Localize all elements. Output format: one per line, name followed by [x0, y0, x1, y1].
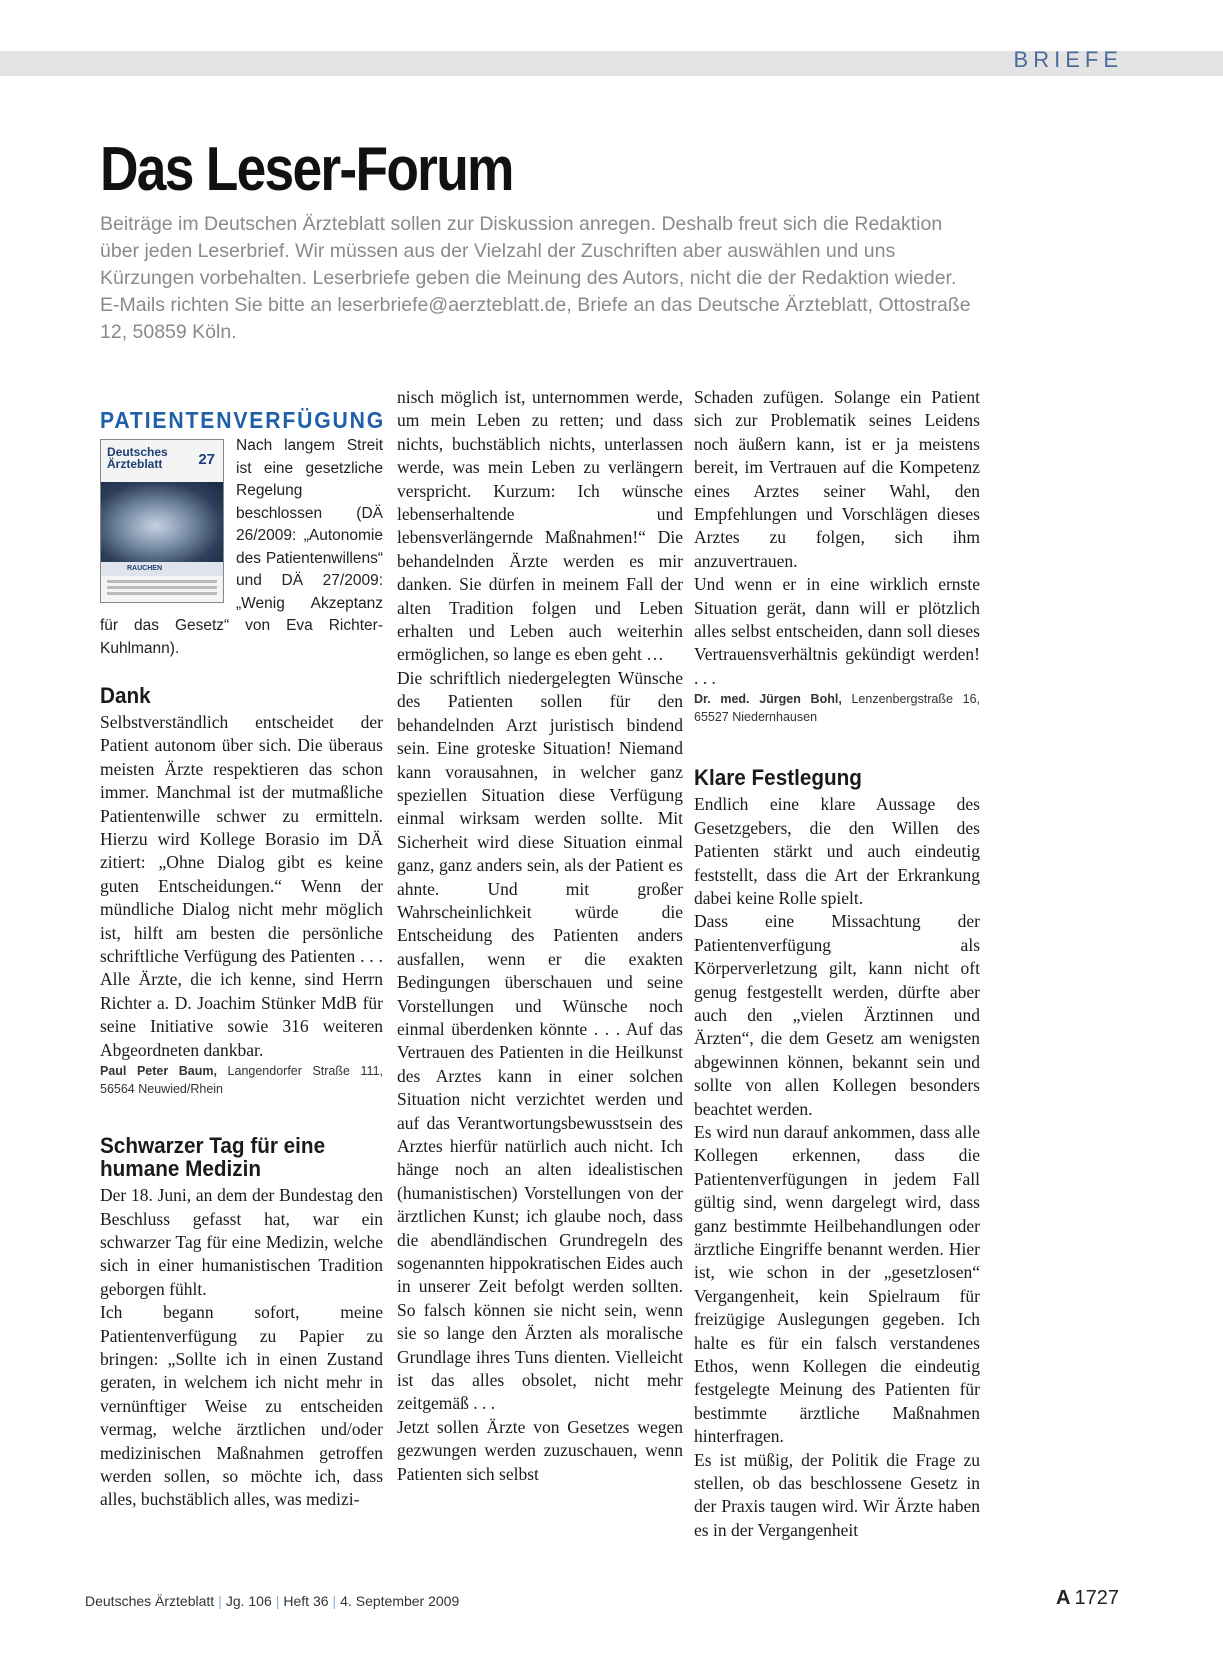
letter-body-paragraph: Jetzt sollen Ärzte von Gesetzes wegen gezwungen werden zuzuschauen, wenn Patienten sich selbst: [397, 1416, 683, 1484]
letter-body-paragraph: Es ist müßig, der Politik die Frage zu stellen, ob das beschlossene Gesetz in der Praxis taugen wird. Wir Ärzte haben es in der Vergangenheit: [694, 1449, 980, 1540]
author-name: Dr. med. Jürgen Bohl,: [694, 692, 842, 707]
section-label: BRIEFE: [1013, 47, 1123, 72]
page-number-value: 1727: [1074, 1587, 1119, 1609]
letter-body-paragraph: nisch möglich ist, unternommen werde, um mein Leben zu retten; und dass nichts, buchstäblich nichts, unterlassen werde, was mein Leben zu verlängern verspricht. Kurzum: Ich wünsche lebenserhaltende und lebensverlängernde Maßnahmen!“ Die behandelnden Ärzte werden es mir danken. Sie dürfen in meinem Fall der alten Tradition folgen und Leben erhalten und Leben auch weiterhin ermöglichen, so lange es eben geht …: [397, 387, 683, 665]
cover-title: Deutsches Ärzteblatt: [107, 445, 168, 471]
letter-body-paragraph: Es wird nun darauf ankommen, dass alle Kollegen erkennen, dass die Patientenverfügungen in jedem Fall gültig sind, wenn dargelegt wird, dass ganz bestimmte Heilbehandlungen oder ärztliche Eingriffe benannt werden. Hier ist, wie schon in der „gesetzlosen“ Vergangenheit, kein Spielraum für freizügige Auslegungen gegeben. Ich halte es für ein falsch verstandenes Ethos, wenn Kollegen die eindeutig festgelegte Meinung des Patienten für bestimmte ärztliche Maßnahmen hinterfragen.: [694, 1121, 980, 1447]
footer-separator: |: [218, 1593, 222, 1609]
page-number: [1056, 1587, 1119, 1610]
letter-body-paragraph: Endlich eine klare Aussage des Gesetzgebers, die den Willen des Patienten stärkt und auch eindeutig feststellt, dass die Art der Erkrankung dabei keine Rolle spielt.: [694, 794, 980, 908]
letter-body-paragraph: Dass eine Missachtung der Patientenverfügung als Körperverletzung gilt, kann nicht oft genug festgestellt werden, dürfte aber auch den „vielen Ärztinnen und Ärzten“, die dem Gesetz am wenigsten abgewinnen können, bekannt sein und sollte von allen Kollegen besonders beachtet werden.: [694, 911, 980, 1119]
page-title: Das Leser-Forum: [100, 135, 513, 204]
author-name: Paul Peter Baum,: [100, 1064, 217, 1079]
footer-volume: Jg. 106: [225, 1593, 272, 1609]
column-2: [397, 386, 683, 1486]
letter-title-schwarzer-tag: Schwarzer Tag für eine humane Medizin: [100, 1133, 326, 1182]
footer-journal: Deutsches Ärzteblatt: [85, 1593, 215, 1609]
footer-separator: |: [275, 1593, 280, 1609]
cover-photo: [101, 482, 223, 562]
topic-heading: PATIENTENVERFÜGUNG: [100, 407, 386, 433]
footer-issue: Heft 36: [283, 1593, 329, 1609]
column-1: [100, 405, 386, 1512]
author-address: Langendorfer Straße 111, 56564 Neuwied/Rhein: [100, 1064, 383, 1097]
column-3: [694, 386, 980, 1542]
letter-title-dank: Dank: [100, 683, 151, 708]
intro-text: Beiträge im Deutschen Ärzteblatt sollen zur Diskussion anregen. Deshalb freut sich die Redaktion über jeden Leserbrief. Wir müssen aus der Vielzahl der Zuschriften aber auswählen und uns Kürzungen vorbehalten. Leserbriefe geben die Meinung des Autors, nicht die der Redaktion wieder. E-Mails richten Sie bitte an leserbriefe@aerzteblatt.de, Briefe an das Deutsche Ärzteblatt, Ottostraße 12, 50859 Köln.: [100, 213, 971, 343]
letter-title-klare-festlegung: Klare Festlegung: [694, 765, 862, 791]
footer-separator: |: [332, 1593, 337, 1609]
cover-band: RAUCHEN: [101, 562, 223, 576]
topic-lead: Nach langem Streit ist eine gesetzliche Regelung beschlossen (DÄ 26/2009: „Autonomie des Patientenwillens“ und DÄ 27/2009: „Wenig Akzeptanz für das Gesetz“ von Eva Richter-Kuhlmann).: [100, 437, 383, 657]
letter-body-paragraph: Die schriftlich niedergelegten Wünsche des Patienten sollen für den behandelnden Arzt juristisch bindend sein. Eine groteske Situation! Niemand kann vorausahnen, in welcher ganz speziellen Situation diese Verfügung einmal wirksam werden sollte. Mit Sicherheit wird diese Situation einmal ganz, ganz anders sein, als der Patient es ahnte. Und mit großer Wahrscheinlichkeit würde die Entscheidung des Patienten anders ausfallen, wenn er die exakten Bedingungen überschauen und seine Vorstellungen und Wünsche noch einmal überdenken könnte . . . Auf das Vertrauen des Patienten in die Heilkunst des Arztes kann in einer solchen Situation nicht verzichtet werden und auf das Verantwortungsbewusstsein des Arztes hierfür natürlich auch nicht. Ich hänge noch an alten idealistischen (humanistischen) Vorstellungen von der ärztlichen Kunst; ich glaube noch, dass die abendländischen Grundregeln des sogenannten hippokratischen Eides auch in unserer Zeit befolgt werden sollten. So falsch können sie nicht sein, wenn sie so lange den Ärzten als moralische Grundlage ihres Tuns dienten. Vielleicht ist das alles obsolet, nicht mehr zeitgemäß . . .: [397, 667, 683, 1414]
footer-date: 4. September 2009: [340, 1593, 460, 1609]
letter-body-paragraph: Ich begann sofort, meine Patientenverfügung zu Papier zu bringen: „Sollte ich in einen Zustand geraten, in welchem ich nicht mehr in vernünftiger Weise zu entscheiden vermag, welche ärztlichen und/oder medizinischen Maßnahmen getroffen werden sollen, so möchte ich, dass alles, buchstäblich alles, was medizi-: [100, 1302, 383, 1510]
letter-body-paragraph: Der 18. Juni, an dem der Bundestag den Beschluss gefasst hat, war ein schwarzer Tag für eine Medizin, welche sich in einer humanistischen Tradition geborgen fühlt.: [100, 1185, 383, 1299]
page-footer: [85, 1593, 459, 1609]
cover-issue-number: 27: [198, 451, 215, 468]
letter-signature-dank: [100, 1062, 383, 1098]
letter-body-paragraph: Und wenn er in eine wirklich ernste Situation gerät, dann will er plötzlich alles selbst entscheiden, dann soll dieses Vertrauensverhältnis gekündigt werden! . . .: [694, 574, 980, 688]
page-prefix: A: [1056, 1587, 1071, 1609]
magazine-cover-image: [100, 439, 224, 603]
letter-body-paragraph: Schaden zufügen. Solange ein Patient sich zur Problematik seines Leidens noch äußern kann, ist er ja meistens bereit, im Vertrauen auf die Kompetenz eines Arztes seiner Wahl, den Empfehlungen und Vorschlägen dieses Arztes zu folgen, sich ihm anzuvertrauen.: [694, 387, 980, 571]
letter-body-dank: Selbstverständlich entscheidet der Patient autonom über sich. Die überaus meisten Ärzte respektieren das schon immer. Manchmal ist der mutmaßliche Patientenwille schwer zu ermitteln. Hierzu wird Kollege Borasio im DÄ zitiert: „Ohne Dialog gibt es keine guten Entscheidungen.“ Wenn der mündliche Dialog nicht mehr möglich ist, hilft am besten die persönliche schriftliche Verfügung des Patienten . . . Alle Ärzte, die ich kenne, sind Herrn Richter a. D. Joachim Stünker MdB für seine Initiative sowie 316 weiteren Abgeordneten dankbar.: [100, 712, 383, 1060]
letter-signature-bohl: [694, 690, 980, 726]
author-address: Lenzenbergstraße 16, 65527 Niedernhausen: [694, 692, 980, 725]
cover-footer-lines: [107, 580, 217, 598]
